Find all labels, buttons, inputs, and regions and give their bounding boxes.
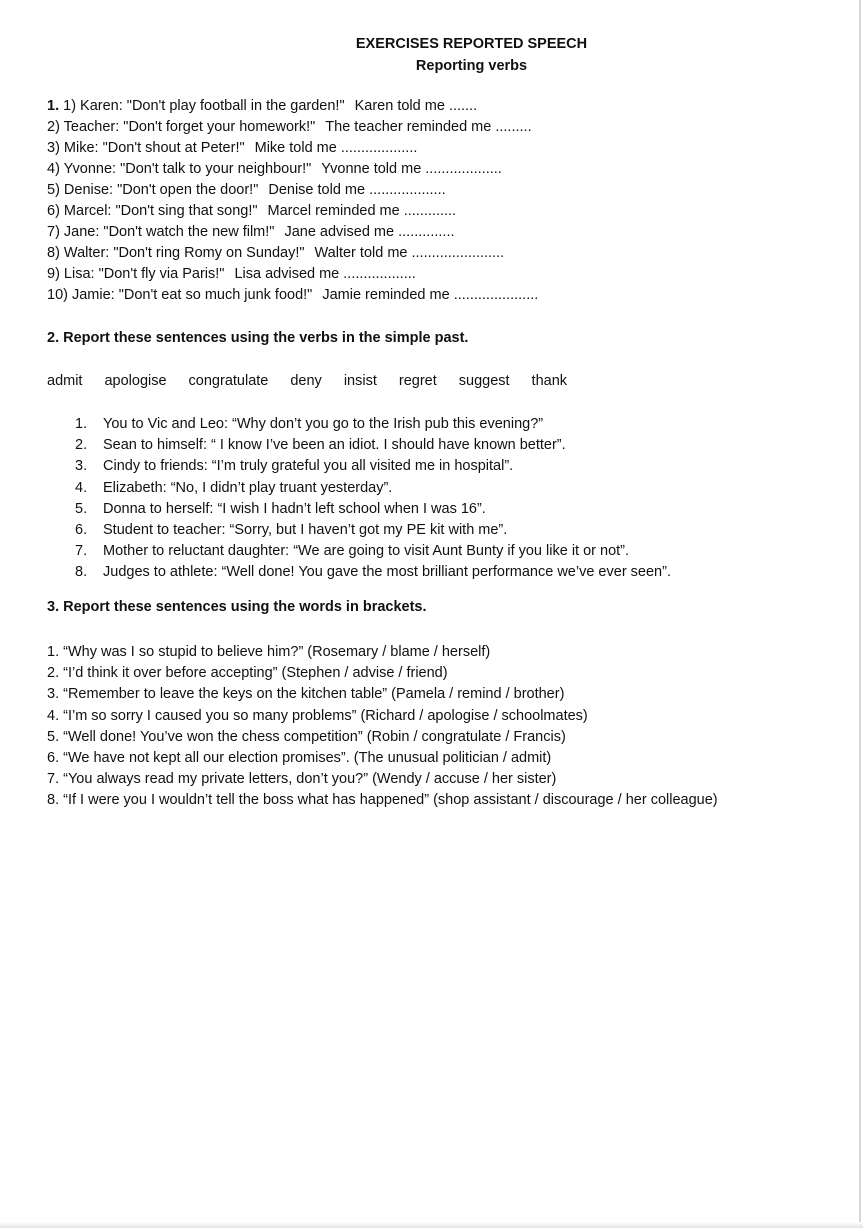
list-item: [75, 562, 671, 583]
list-item: [75, 435, 671, 456]
item-quote: 2) Teacher: "Don't forget your homework!": [47, 119, 316, 135]
verb-word: regret: [398, 373, 437, 389]
exercise-3-heading: 3. Report these sentences using the words in brackets.: [47, 599, 427, 615]
exercise-1-item: [47, 243, 538, 264]
item-report: Yvonne told me ...................: [321, 161, 502, 177]
item-report: Jane advised me ..............: [284, 224, 455, 240]
exercise-1-item: [47, 285, 538, 306]
exercise-1-label: 1.: [47, 98, 60, 114]
exercise-1-item: [47, 138, 538, 159]
item-quote: 9) Lisa: "Don't fly via Paris!": [47, 266, 225, 282]
exercise-1-item: [47, 264, 538, 285]
list-item: 1. “Why was I so stupid to believe him?” (Rosemary / blame / herself): [47, 644, 491, 660]
item-quote: 8) Walter: "Don't ring Romy on Sunday!": [47, 245, 305, 261]
page-subtitle: Reporting verbs: [415, 58, 528, 74]
item-number: 6.: [75, 522, 88, 539]
item-quote: 4) Yvonne: "Don't talk to your neighbour!": [47, 161, 312, 177]
list-item: [75, 414, 671, 435]
item-number: 2.: [75, 437, 88, 454]
item-quote: 7) Jane: "Don't watch the new film!": [47, 224, 275, 240]
item-quote: 10) Jamie: "Don't eat so much junk food!": [47, 287, 313, 303]
item-number: 1.: [75, 416, 88, 432]
item-number: 8.: [75, 564, 88, 581]
item-quote: 6) Marcel: "Don't sing that song!": [47, 203, 258, 219]
list-item: [75, 499, 671, 520]
item-text: Sean to himself: “ I know I’ve been an idiot. I should have known better”.: [103, 437, 566, 454]
list-item: [75, 520, 671, 541]
exercise-1-item: [47, 222, 538, 243]
item-text: Cindy to friends: “I’m truly grateful you all visited me in hospital”.: [103, 458, 514, 475]
list-item: 5. “Well done! You’ve won the chess competition” (Robin / congratulate / Francis): [47, 728, 566, 745]
item-quote: 5) Denise: "Don't open the door!": [47, 182, 259, 198]
exercise-1-item: [47, 96, 538, 117]
item-number: 3.: [75, 458, 88, 475]
item-text: Donna to herself: “I wish I hadn’t left school when I was 16”.: [103, 500, 486, 517]
list-item: 7. “You always read my private letters, don’t you?” (Wendy / accuse / her sister): [47, 771, 557, 788]
item-number: 4.: [75, 479, 88, 496]
item-text: Mother to reluctant daughter: “We are going to visit Aunt Bunty if you like it or not”.: [103, 543, 630, 560]
list-item: 4. “I’m so sorry I caused you so many problems” (Richard / apologise / schoolmates): [47, 707, 588, 724]
verb-bank: [47, 373, 567, 389]
exercise-2-heading: 2. Report these sentences using the verbs in the simple past.: [47, 330, 469, 346]
verb-word: admit: [47, 373, 83, 389]
exercise-1-item: [47, 159, 538, 180]
item-report: Marcel reminded me .............: [267, 203, 457, 219]
list-item: 8. “If I were you I wouldn’t tell the boss what has happened” (shop assistant / discourage / her colleague): [47, 792, 718, 809]
item-text: Student to teacher: “Sorry, but I haven’t got my PE kit with me”.: [103, 522, 508, 539]
list-item: [75, 456, 671, 477]
verb-word: insist: [343, 373, 377, 389]
exercise-1-item: [47, 117, 538, 138]
item-number: 7.: [75, 543, 88, 560]
list-item: [75, 478, 671, 499]
list-item: 2. “I’d think it over before accepting” (Stephen / advise / friend): [47, 665, 448, 682]
verb-word: apologise: [104, 373, 167, 389]
verb-word: deny: [290, 373, 322, 389]
item-report: The teacher reminded me .........: [325, 119, 532, 135]
item-text: Judges to athlete: “Well done! You gave the most brilliant performance we’ve ever seen”.: [103, 564, 671, 581]
item-text: Elizabeth: “No, I didn’t play truant yesterday”.: [103, 479, 393, 496]
item-text: You to Vic and Leo: “Why don’t you go to the Irish pub this evening?”: [103, 416, 544, 432]
page-bottom-shadow: [0, 1222, 863, 1228]
list-item: [75, 541, 671, 562]
item-report: Lisa advised me ..................: [234, 266, 416, 282]
item-quote: 1) Karen: "Don't play football in the garden!": [63, 98, 345, 114]
item-report: Karen told me .......: [354, 98, 478, 114]
verb-word: congratulate: [188, 373, 269, 389]
exercise-1-item: [47, 201, 538, 222]
item-report: Walter told me .......................: [314, 245, 505, 261]
page-title: EXERCISES REPORTED SPEECH: [355, 36, 588, 52]
item-report: Mike told me ...................: [254, 140, 418, 156]
exercise-1-item: [47, 180, 538, 201]
page-edge-shadow: [859, 0, 861, 1228]
item-quote: 3) Mike: "Don't shout at Peter!": [47, 140, 245, 156]
exercise-3-list: [47, 642, 718, 812]
verb-word: thank: [531, 373, 568, 389]
item-number: 5.: [75, 500, 88, 517]
item-report: Jamie reminded me .....................: [322, 287, 539, 303]
list-item: 6. “We have not kept all our election promises”. (The unusual politician / admit): [47, 750, 552, 767]
verb-word: suggest: [458, 373, 510, 389]
list-item: 3. “Remember to leave the keys on the kitchen table” (Pamela / remind / brother): [47, 686, 565, 703]
item-report: Denise told me ...................: [268, 182, 446, 198]
exercise-2-list: [75, 414, 671, 584]
exercise-1: [47, 96, 538, 306]
